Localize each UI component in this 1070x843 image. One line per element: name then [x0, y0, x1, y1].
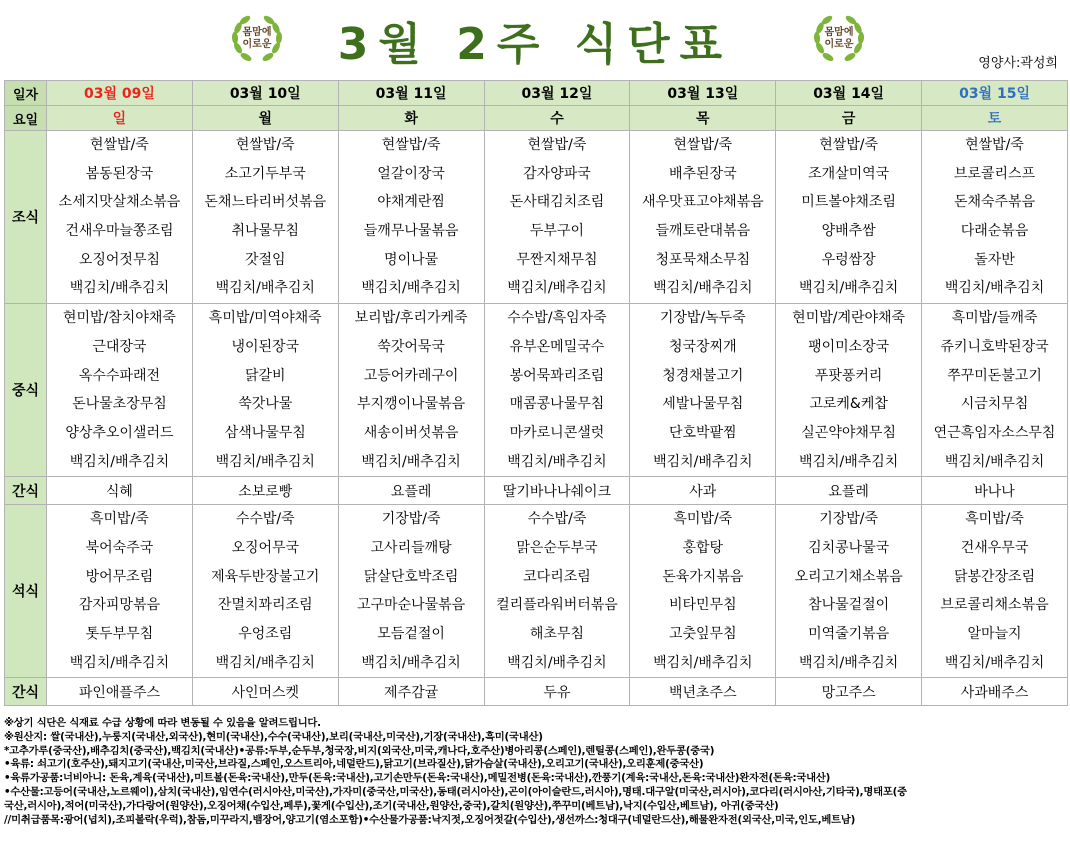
day-label: 요일: [5, 106, 47, 131]
menu-item: 배추된장국: [668, 165, 737, 182]
menu-item: 홍합탕: [682, 539, 724, 556]
menu-item: 명이나물: [384, 251, 439, 268]
page-header: [0, 0, 1070, 78]
note-line: *고추가루(중국산),배추김치(중국산),백김치(국내산)•공류:두부,순두부,청국장,비지(외국산,미국,캐나다,호주산)병아리콩(스페인),렌틸콩(스페인),완두콩(중국): [4, 744, 715, 757]
menu-item: 현미밥/계란야채죽: [792, 310, 906, 327]
dow-cell: 금: [776, 106, 922, 131]
menu-item: 들깨토란대볶음: [655, 223, 751, 240]
menu-item: 오징어젓무침: [78, 251, 160, 268]
dinner-day-cell: [630, 505, 776, 678]
note-line: ※원산지: 쌀(국내산),누룽지(국내산,외국산),현미(국내산),수수(국내산),보리(국내산,미국산),기장(국내산),흑미(국내산): [4, 730, 543, 743]
dow-cell: 일: [47, 106, 193, 131]
menu-item: 돌자반: [974, 251, 1015, 268]
menu-item: 건새우마늘쫑조림: [65, 223, 174, 240]
menu-item: 백김치/배추김치: [69, 280, 170, 297]
menu-item: 백김치/배추김치: [653, 654, 753, 671]
nutritionist-label: 영양사:곽성희: [978, 56, 1058, 71]
menu-item: 김치콩나물국: [808, 539, 890, 556]
snack2-item: 백년초주스: [630, 678, 776, 706]
menu-item: 현쌀밥/죽: [381, 137, 441, 153]
menu-item: 잔멸치꽈리조림: [217, 597, 313, 614]
menu-item: 돈사태김치조림: [509, 194, 605, 211]
menu-item: 백김치/배추김치: [944, 654, 1045, 671]
menu-item: 야채계란찜: [377, 194, 445, 211]
menu-item: 흑미밥/죽: [673, 511, 733, 528]
menu-item: 소세지맛살채소볶음: [58, 194, 181, 211]
menu-item: 기장밥/죽: [819, 511, 879, 528]
menu-item: 두부구이: [529, 223, 584, 240]
menu-item: 기장밥/죽: [381, 511, 441, 528]
menu-item: 양상추오이샐러드: [65, 424, 174, 441]
menu-item: 보리밥/후리가케죽: [354, 310, 468, 327]
menu-item: 백김치/배추김치: [69, 453, 170, 470]
menu-item: 백김치/배추김치: [653, 453, 753, 470]
menu-item: 현쌀밥/죽: [527, 137, 587, 153]
notes-section: [4, 717, 1066, 827]
lunch-label: 중식: [5, 304, 47, 477]
menu-item: 백김치/배추김치: [798, 280, 899, 297]
menu-item: 제육두반장불고기: [211, 568, 320, 585]
dinner-day-cell: [192, 505, 338, 678]
menu-item: 돈육가지볶음: [662, 568, 744, 585]
menu-item: 북어숙주국: [85, 539, 154, 556]
lunch-day-cell: [776, 304, 922, 477]
menu-item: 모듬겉절이: [377, 626, 445, 642]
note-line: ※상기 식단은 식재료 수급 상황에 따라 변동될 수 있음을 알려드립니다.: [4, 717, 321, 729]
menu-item: 새우맛표고야채볶음: [641, 194, 764, 211]
menu-item: 현쌀밥/죽: [673, 137, 733, 153]
meal-table: [4, 80, 1068, 706]
menu-item: 톳두부무침: [85, 626, 154, 642]
menu-item: 청국장찌개: [668, 338, 737, 355]
menu-item: 백김치/배추김치: [215, 453, 315, 470]
snack2-item: 제주감귤: [338, 678, 484, 706]
menu-item: 고로케&케찹: [809, 396, 888, 413]
lunch-day-cell: [338, 304, 484, 477]
lunch-row: [5, 304, 1068, 477]
menu-item: 갓절임: [244, 251, 286, 268]
snack-item: 식혜: [47, 477, 193, 505]
menu-item: 실곤약야채무침: [801, 424, 896, 441]
menu-item: 쑥갓나물: [238, 396, 293, 413]
menu-item: 취나물무침: [231, 223, 300, 240]
date-label: 일자: [5, 81, 47, 106]
breakfast-day-cell: [484, 131, 630, 304]
menu-item: 백김치/배추김치: [69, 654, 170, 671]
menu-item: 백김치/배추김치: [361, 453, 461, 470]
menu-item: 수수밥/죽: [527, 511, 587, 528]
menu-item: 고사리들깨탕: [370, 539, 452, 556]
dinner-day-cell: [922, 505, 1068, 678]
date-cell: 03월 13일: [630, 81, 776, 106]
menu-item: 쭈꾸미돈불고기: [947, 367, 1042, 384]
breakfast-day-cell: [630, 131, 776, 304]
snack-item: 딸기바나나쉐이크: [484, 477, 630, 505]
menu-item: 세발나물무침: [662, 396, 744, 413]
date-cell: 03월 11일: [338, 81, 484, 106]
date-cell: 03월 10일: [192, 81, 338, 106]
menu-item: 브로콜리채소볶음: [940, 597, 1049, 614]
menu-item: 돈채느타리버섯볶음: [204, 194, 327, 211]
snack2-item: 사과배주스: [922, 678, 1068, 706]
menu-item: 팽이미소장국: [808, 338, 890, 355]
breakfast-day-cell: [776, 131, 922, 304]
menu-item: 쑥갓어묵국: [377, 338, 445, 355]
note-line: •육류: 쇠고기(호주산),돼지고기(국내산,미국산,브라질,스페인,오스트리아,네덜란드),닭고기(브라질산),닭가슴살(국내산),오리고기(국내산),오리훈제(중국산): [4, 758, 704, 771]
breakfast-day-cell: [922, 131, 1068, 304]
menu-item: 비타민무침: [668, 597, 737, 614]
snack-item: 사과: [630, 477, 776, 505]
breakfast-day-cell: [47, 131, 193, 304]
menu-item: 수수밥/죽: [235, 511, 295, 528]
dinner-day-cell: [776, 505, 922, 678]
snack-item: 요플레: [338, 477, 484, 505]
snack-label: 간식: [5, 477, 47, 505]
menu-item: 무짠지채무침: [516, 251, 598, 268]
menu-item: 오리고기채소볶음: [794, 568, 903, 585]
menu-item: 백김치/배추김치: [944, 453, 1045, 470]
menu-item: 백김치/배추김치: [653, 280, 753, 297]
menu-item: 알마늘지: [967, 626, 1022, 642]
snack-item: 바나나: [922, 477, 1068, 505]
note-line: //미취급품목:광어(넙치),조피볼락(우럭),참돔,미꾸라지,뱀장어,양고기(염소포함)•수산물가공품:낙지젓,오징어젓갈(수입산),생선까스:청대구(네덜란드산),해물완자전(외국산,미국,인도,베트남): [4, 813, 856, 826]
menu-item: 고등어카레구이: [363, 367, 459, 384]
date-row: [5, 81, 1068, 106]
menu-item: 우렁쌈장: [821, 251, 876, 268]
menu-item: 해초무침: [529, 626, 584, 642]
menu-item: 돈채숙주볶음: [953, 194, 1036, 211]
dinner-row: [5, 505, 1068, 678]
dinner-day-cell: [338, 505, 484, 678]
date-cell: 03월 14일: [776, 81, 922, 106]
date-cell: 03월 15일: [922, 81, 1068, 106]
note-line: 국산,러시아),적어(미국산),가다랑어(원양산),오징어채(수입산,페루),꽃게(수입산),조기(국내산,원양산,중국),갈치(원양산),쭈꾸미(베트남),낙지(수입산,베트남), 아귀(중국산): [4, 799, 779, 812]
menu-item: 고구마순나물볶음: [357, 597, 466, 614]
date-cell: 03월 12일: [484, 81, 630, 106]
lunch-day-cell: [922, 304, 1068, 477]
menu-item: 소고기두부국: [224, 165, 306, 182]
menu-item: 봉어묵꽈리조림: [509, 367, 605, 384]
menu-item: 매콤콩나물무침: [509, 396, 605, 413]
dow-cell: 목: [630, 106, 776, 131]
menu-item: 백김치/배추김치: [361, 280, 461, 297]
menu-item: 봄동된장국: [85, 165, 154, 182]
menu-item: 백김치/배추김치: [507, 280, 607, 297]
snack2-item: 두유: [484, 678, 630, 706]
note-line: •수산물:고등어(국내산,노르웨이),삼치(국내산),임연수(러시아산,미국산),가자미(중국산,미국산),동태(러시아산),곤이(아이슬란드,러시아),명태.대구알(미국산,러시아),코다리(러시아산,기타국),명태포(중: [4, 785, 907, 798]
menu-item: 백김치/배추김치: [944, 280, 1045, 297]
menu-item: 현쌀밥/죽: [965, 137, 1024, 153]
menu-item: 양배추쌈: [821, 223, 876, 240]
menu-item: 흑미밥/죽: [90, 511, 149, 528]
menu-item: 옥수수파래전: [78, 367, 160, 384]
menu-item: 단호박팥찜: [668, 424, 737, 441]
menu-item: 백김치/배추김치: [798, 654, 899, 671]
menu-item: 흑미밥/미역야채죽: [208, 310, 322, 327]
menu-item: 쥬키니호박된장국: [940, 338, 1049, 355]
logo-right: [810, 10, 868, 68]
menu-item: 수수밥/흑임자죽: [507, 310, 607, 327]
menu-item: 방어무조림: [85, 568, 154, 585]
logo-text: 몸맘에 이로운: [242, 27, 272, 50]
breakfast-day-cell: [338, 131, 484, 304]
menu-item: 현쌀밥/죽: [235, 137, 295, 153]
menu-item: 현쌀밥/죽: [819, 137, 879, 153]
dinner-label: 석식: [5, 505, 47, 678]
dow-cell: 토: [922, 106, 1068, 131]
menu-item: 마카로니콘샐럿: [509, 424, 605, 441]
lunch-day-cell: [484, 304, 630, 477]
dow-cell: 월: [192, 106, 338, 131]
dinner-day-cell: [47, 505, 193, 678]
snack2-item: 파인애플주스: [47, 678, 193, 706]
menu-item: 컬리플라워버터볶음: [496, 597, 618, 614]
menu-item: 백김치/배추김치: [507, 453, 607, 470]
menu-item: 참나물겉절이: [808, 597, 890, 614]
menu-item: 미역줄기볶음: [808, 626, 890, 642]
snack-item: 소보로빵: [192, 477, 338, 505]
page-title: 3월 2주 식단표: [337, 19, 733, 70]
menu-item: 시금치무침: [960, 396, 1029, 413]
day-row: [5, 106, 1068, 131]
menu-item: 조개살미역국: [808, 165, 890, 182]
lunch-day-cell: [192, 304, 338, 477]
menu-item: 닭봉간장조림: [953, 568, 1036, 585]
menu-item: 근대장국: [92, 338, 147, 355]
snack2-item: 망고주스: [776, 678, 922, 706]
date-cell: 03월 09일: [47, 81, 193, 106]
menu-item: 맑은순두부국: [516, 539, 598, 556]
menu-item: 얼갈이장국: [377, 165, 445, 182]
snack2-label: 간식: [5, 678, 47, 706]
menu-item: 현쌀밥/죽: [90, 137, 149, 153]
dow-cell: 수: [484, 106, 630, 131]
lunch-day-cell: [630, 304, 776, 477]
note-line: •육류가공품:너비아니: 돈육,계육(국내산),미트볼(돈육:국내산),만두(돈육:국내산),고기손만두(돈육:국내산),메밀전병(돈육:국내산),깐풍기(계육:국내산,돈육:국내산)완자전(돈육:국내산): [4, 772, 831, 785]
menu-item: 미트볼야채조림: [801, 194, 896, 211]
menu-item: 청포묵채소무침: [655, 251, 751, 268]
menu-item: 감자양파국: [523, 165, 591, 182]
menu-item: 현미밥/참치야채죽: [62, 310, 176, 327]
breakfast-row: [5, 131, 1068, 304]
menu-item: 푸팟퐁커리: [814, 367, 883, 384]
dow-cell: 화: [338, 106, 484, 131]
menu-item: 유부온메밀국수: [509, 338, 605, 355]
menu-item: 새송이버섯볶음: [363, 424, 459, 441]
logo-text: 몸맘에 이로운: [824, 27, 854, 50]
breakfast-day-cell: [192, 131, 338, 304]
menu-item: 닭갈비: [244, 367, 286, 384]
snack2-item: 사인머스켓: [192, 678, 338, 706]
menu-item: 다래순볶음: [960, 223, 1029, 240]
menu-item: 부지깽이나물볶음: [357, 396, 466, 413]
snack-item: 요플레: [776, 477, 922, 505]
menu-item: 백김치/배추김치: [798, 453, 899, 470]
menu-item: 백김치/배추김치: [361, 654, 461, 671]
menu-item: 청경채불고기: [662, 367, 744, 384]
menu-item: 기장밥/녹두죽: [659, 310, 746, 327]
menu-item: 들깨무나물볶음: [363, 223, 459, 240]
menu-item: 건새우무국: [960, 539, 1029, 556]
menu-item: 우엉조림: [238, 626, 293, 642]
menu-item: 백김치/배추김치: [507, 654, 607, 671]
menu-item: 연근흑임자소스무침: [933, 424, 1056, 441]
menu-item: 흑미밥/들깨죽: [951, 310, 1038, 327]
menu-item: 오징어무국: [231, 539, 300, 556]
menu-item: 흑미밥/죽: [965, 511, 1024, 528]
lunch-day-cell: [47, 304, 193, 477]
menu-item: 삼색나물무침: [224, 424, 306, 441]
menu-item: 브로콜리스프: [953, 165, 1036, 182]
breakfast-label: 조식: [5, 131, 47, 304]
menu-item: 코다리조림: [523, 568, 591, 585]
menu-item: 백김치/배추김치: [215, 654, 315, 671]
menu-item: 냉이된장국: [231, 338, 300, 355]
menu-item: 닭살단호박조림: [363, 568, 459, 585]
menu-item: 감자피망볶음: [78, 597, 160, 614]
menu-item: 백김치/배추김치: [215, 280, 315, 297]
dinner-day-cell: [484, 505, 630, 678]
menu-item: 돈나물초장무침: [72, 396, 167, 413]
snack2-row: [5, 678, 1068, 706]
snack-row: [5, 477, 1068, 505]
menu-item: 고춧잎무침: [668, 626, 737, 642]
